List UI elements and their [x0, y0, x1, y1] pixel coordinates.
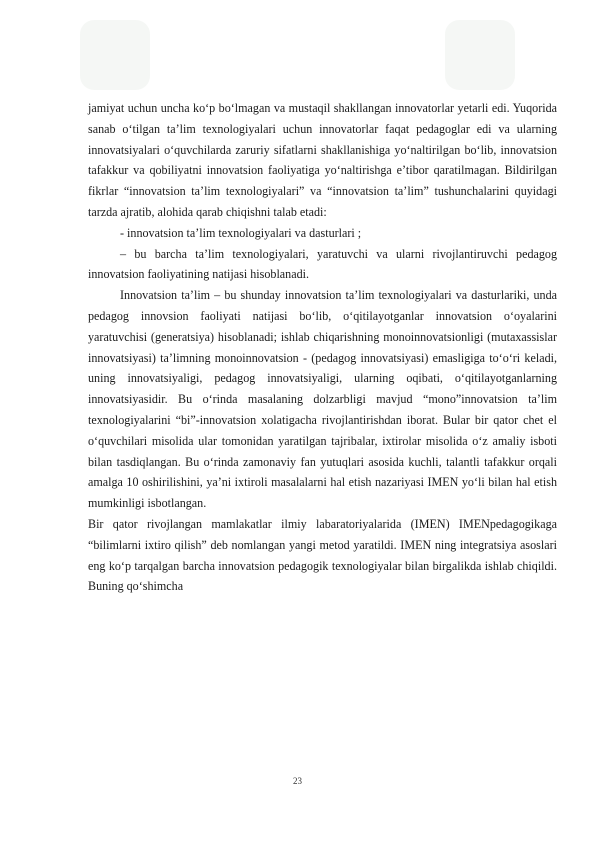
paragraph-imen: Bir qator rivojlangan mamlakatlar ilmiy labaratoriyalarida (IMEN) IMENpedagogikaga “bilimlarni ixtiro qilish” deb nomlangan yangi metod yaratildi. IMEN ning integratsiya asoslari eng ko‘p tarqalgan barcha innovatsion pedagogik texnologiyalar bilan birgalikda ishlab chiqildi. Buning qo‘shimcha	[88, 516, 557, 594]
list-item-definition: – bu barcha ta’lim texnologiyalari, yaratuvchi va ularni rivojlantiruvchi pedagog innovatsion faoliyatining natijasi hisoblanadi.	[88, 246, 557, 282]
body-text	[88, 98, 557, 597]
page-number: 23	[293, 776, 302, 786]
paragraph-continuation: jamiyat uchun uncha ko‘p bo‘lmagan va mustaqil shakllangan innovatorlar yetarli edi. Yuqorida sanab o‘tilgan ta’lim texnologiyalari uchun innovatorlar faqat pedagoglar edi va ularning innovatsiyalari o‘quvchilarda zaruriy sifatlarni shakllanishiga yo‘naltirilgan bo‘lib, innovatsion tafakkur va qobiliyatni innovatsion faoliyatiga yo‘naltirishga e’tibor qaratilmagan. Bildirilgan fikrlar “innovatsion ta’lim texnologiyalari” va “innovatsion ta’lim” tushunchalarini quyidagi tarzda ajratib, alohida qarab chiqishni talab etadi:	[88, 101, 557, 219]
list-item-innovation-technologies: - innovatsion ta’lim texnologiyalari va dasturlari ;	[120, 225, 362, 240]
paragraph-innovative-education: Innovatsion ta’lim – bu shunday innovatsion ta’lim texnologiyalari va dasturlariki, unda pedagog innovsion faoliyati natijasi bo‘lib, o‘qitilayotganlar innovatsion o‘oyalarini yaratuvchisi (generatsiya) hisoblanadi; ishlab chiqarishning monoinnovatsionligi (mutaxassislar innovatsiyasi) ta’limning monoinnovatsion - (pedagog innovatsiyasi) emasligiga to‘o‘ri keladi, uning innovatsiyaligi, pedagog innovatsiyaligi, ularning oqibati, o‘qitilayotganlarning innovatsiyasidir. Bu o‘rinda masalaning dolzarbligi mavjud “mono”innovatsion ta’lim texnologiyalarini “bi”-innovatsion xolatigacha rivojlantirishdan iborat. Bular bir qator chet el o‘quvchilari misolida ular tomonidan yaratilgan tajribalar, ixtirolar misolida o‘z amaliy isboti bilan tasdiqlangan. Bu o‘rinda zamonaviy fan yutuqlari asosida kuchli, talantli tafakkur orqali amalga 10 oshirilishini, ya’ni ixtiroli masalalarni hal etish nazariyasi IMEN yo‘li bilan hal etish mumkinligi isbotlangan.	[88, 288, 557, 511]
